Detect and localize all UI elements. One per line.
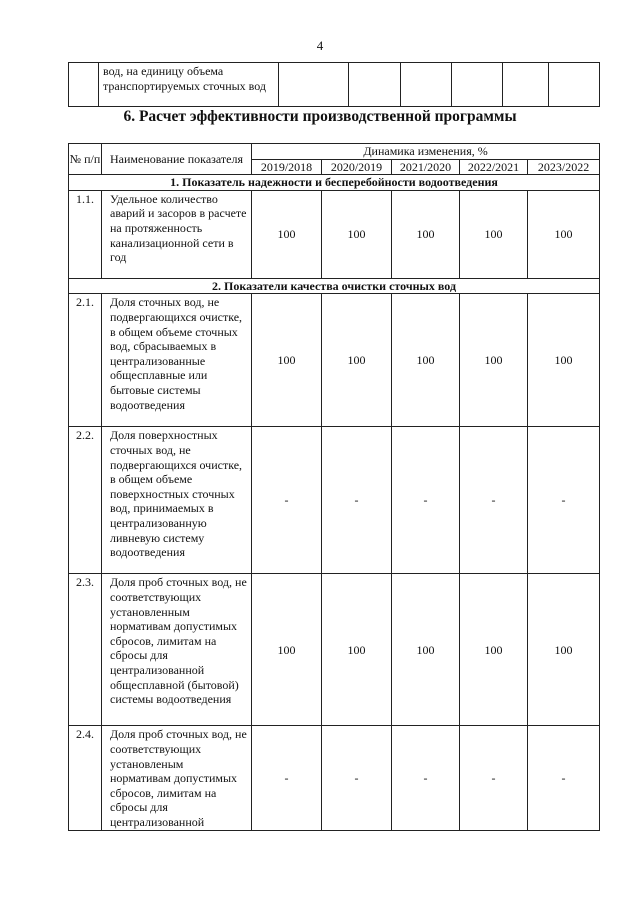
row-name: Доля проб сточных вод, не соответствующих установленным нормативам допустимых сбросов, лимитам на сбросы для централизованной общесплавной (бытовой) системы водоотведения [102,574,252,726]
fragment-value-cell [452,63,503,107]
col-header-year: 2019/2018 [252,159,322,175]
fragment-value-cell [401,63,452,107]
row-value: 100 [528,294,600,427]
row-number: 2.3. [69,574,102,726]
row-number: 2.1. [69,294,102,427]
row-value: 100 [392,574,460,726]
table-header-row [69,144,600,160]
row-value: 100 [322,190,392,278]
table-row [69,294,600,427]
table-row [69,574,600,726]
row-name: Доля сточных вод, не подвергающихся очистке, в общем объеме сточных вод, сбрасываемых в централизованные общесплавные или бытовые системы водоотведения [102,294,252,427]
previous-table-fragment [68,62,600,107]
row-value: - [528,726,600,830]
table-row [69,726,600,830]
row-value: 100 [460,294,528,427]
fragment-value-cell [279,63,349,107]
row-value: - [252,427,322,574]
row-number: 2.4. [69,726,102,830]
row-value: - [528,427,600,574]
row-value: 100 [392,190,460,278]
fragment-num-cell [69,63,99,107]
row-value: - [322,427,392,574]
page-number: 4 [316,38,324,53]
row-number: 2.2. [69,427,102,574]
row-value: 100 [252,574,322,726]
row-value: - [322,726,392,830]
row-value: - [252,726,322,830]
row-value: 100 [528,574,600,726]
col-header-year: 2020/2019 [322,159,392,175]
section-title-row [69,175,600,191]
section-title: 2. Показатели качества очистки сточных вод [69,278,600,294]
row-number: 1.1. [69,190,102,278]
section-title-row [69,278,600,294]
row-value: 100 [460,190,528,278]
row-name: Удельное количество аварий и засоров в расчете на протяженность канализационной сети в год [102,190,252,278]
table-row [69,63,600,107]
row-value: 100 [252,294,322,427]
row-value: 100 [392,294,460,427]
row-value: 100 [460,574,528,726]
table-row [69,427,600,574]
col-header-dynamics: Динамика изменения, % [252,144,600,160]
row-value: - [392,726,460,830]
section-title: 1. Показатель надежности и бесперебойности водоотведения [69,175,600,191]
fragment-name-cell: вод, на единицу объема транспортируемых сточных вод [99,63,279,107]
row-value: 100 [252,190,322,278]
row-value: 100 [528,190,600,278]
row-value: 100 [322,574,392,726]
row-name: Доля поверхностных сточных вод, не подвергающихся очистке, в общем объеме поверхностных сточных вод, принимаемых в централизованную ливневую систему водоотведения [102,427,252,574]
row-name: Доля проб сточных вод, не соответствующих установленым нормативам допустимых сбросов, лимитам на сбросы для централизованной [102,726,252,830]
row-value: - [460,726,528,830]
row-value: 100 [322,294,392,427]
col-header-year: 2022/2021 [460,159,528,175]
row-value: - [460,427,528,574]
section-heading: 6. Расчет эффективности производственной программы [123,108,517,125]
fragment-value-cell [503,63,549,107]
col-header-name: Наименование показателя [102,144,252,175]
col-header-num: № п/п [69,144,102,175]
efficiency-table [68,143,600,831]
col-header-year: 2023/2022 [528,159,600,175]
col-header-year: 2021/2020 [392,159,460,175]
table-row [69,190,600,278]
fragment-value-cell [349,63,401,107]
fragment-value-cell [549,63,600,107]
row-value: - [392,427,460,574]
